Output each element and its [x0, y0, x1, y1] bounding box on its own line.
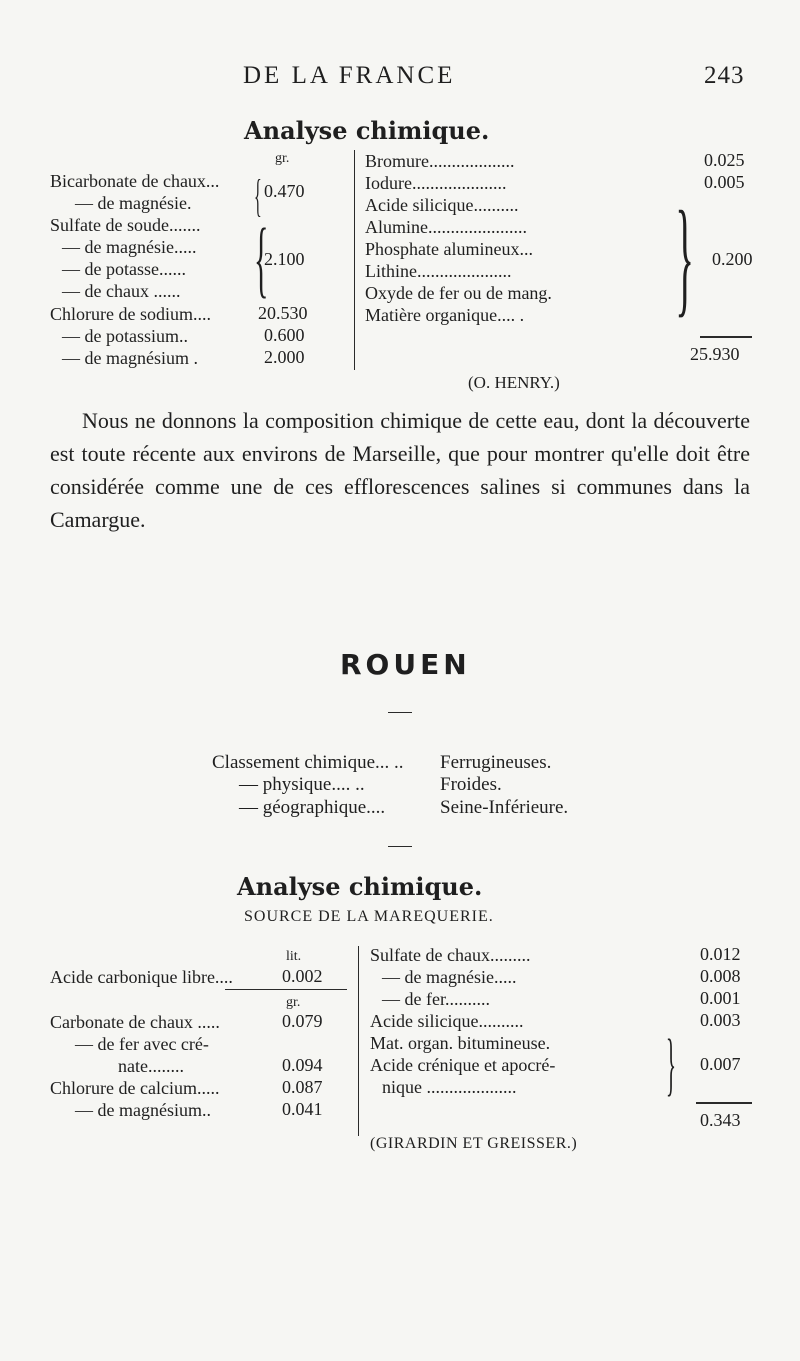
- value-total: 25.930: [690, 344, 740, 364]
- analysis-value: 0.087: [282, 1077, 323, 1097]
- analysis-row: Carbonate de chaux .....: [50, 1012, 220, 1032]
- analysis-row: Acide crénique et apocré-: [370, 1055, 556, 1075]
- value-group: 0.200: [712, 249, 753, 269]
- page-number: 243: [704, 62, 745, 89]
- brace-icon: {: [665, 1026, 676, 1103]
- analysis-row: — de fer..........: [382, 989, 490, 1009]
- analysis-row: nique ....................: [382, 1077, 517, 1097]
- value-total: 0.343: [700, 1110, 741, 1130]
- divider: [388, 712, 412, 713]
- source-name: SOURCE DE LA MAREQUERIE.: [244, 908, 494, 925]
- analysis-row: Oxyde de fer ou de mang.: [365, 283, 552, 303]
- analysis-row: — de magnésie.: [75, 193, 192, 213]
- column-divider: [354, 150, 355, 370]
- analysis-row: Chlorure de sodium....: [50, 304, 211, 324]
- value-bromure: 0.025: [704, 150, 745, 170]
- total-rule: [696, 1102, 752, 1104]
- analysis-row: — de magnésie.....: [382, 967, 517, 987]
- analysis-row: — de fer avec cré-: [75, 1034, 209, 1054]
- brace-icon: {: [254, 210, 269, 306]
- value-iodure: 0.005: [704, 172, 745, 192]
- analysis-row: Chlorure de calcium.....: [50, 1078, 220, 1098]
- body-paragraph: Nous ne donnons la composition chimique de cette eau, dont la découverte est toute récente aux environs de Marseille, que pour montrer qu'elle doit être considérée comme une de ces efflorescences salines si communes dans la Camargue.: [50, 408, 750, 532]
- classification-label: Classement chimique... ..: [212, 752, 404, 773]
- classification-value: Froides.: [440, 774, 502, 795]
- analysis-row: Bromure...................: [365, 151, 515, 171]
- analysis-row: Acide silicique..........: [370, 1011, 524, 1031]
- section-title: ROUEN: [340, 648, 471, 681]
- value-sulfates: 2.100: [264, 249, 305, 269]
- analysis-row: Bicarbonate de chaux...: [50, 171, 220, 191]
- analysis-row: Acide silicique..........: [365, 195, 519, 215]
- analysis-row: — de chaux ......: [62, 281, 181, 301]
- analysis-row: Iodure.....................: [365, 173, 507, 193]
- analysis-row: — de magnésium .: [62, 348, 198, 368]
- column-divider: [358, 946, 359, 1136]
- analysis-row: — de potassium..: [62, 326, 188, 346]
- analysis-value: 0.003: [700, 1010, 741, 1030]
- classification-value: Seine-Inférieure.: [440, 797, 569, 818]
- classification-label: — physique.... ..: [239, 774, 365, 795]
- analysis-heading: Analyse chimique.: [244, 116, 490, 145]
- classification-value: Ferrugineuses.: [440, 752, 552, 773]
- value-sodium: 20.530: [258, 303, 308, 323]
- analysis-row: Sulfate de chaux.........: [370, 945, 531, 965]
- analysis-row: — de potasse......: [62, 259, 186, 279]
- total-rule: [700, 336, 752, 338]
- brace-icon: {: [675, 185, 694, 329]
- analysis-value: 0.008: [700, 966, 741, 986]
- unit-label: gr.: [275, 151, 290, 166]
- analysis-row: nate........: [118, 1056, 184, 1076]
- analysis-row: Matière organique.... .: [365, 305, 525, 325]
- running-header: DE LA FRANCE: [243, 62, 456, 89]
- analysis-row: Lithine.....................: [365, 261, 512, 281]
- classification-label: — géographique....: [239, 797, 386, 818]
- analysis-value: 0.094: [282, 1055, 323, 1075]
- analysis-row: — de magnésie.....: [62, 237, 197, 257]
- author-credit: (GIRARDIN ET GREISSER.): [370, 1135, 578, 1152]
- value-magnesium: 2.000: [264, 347, 305, 367]
- analysis-value: 0.012: [700, 944, 741, 964]
- analysis-heading: Analyse chimique.: [237, 872, 483, 901]
- analysis-value: 0.002: [282, 966, 323, 986]
- value-potassium: 0.600: [264, 325, 305, 345]
- analysis-row: Phosphate alumineux...: [365, 239, 533, 259]
- unit-label: lit.: [286, 949, 302, 964]
- author-credit: (O. HENRY.): [468, 373, 560, 392]
- divider: [388, 846, 412, 847]
- analysis-row: Mat. organ. bitumineuse.: [370, 1033, 551, 1053]
- analysis-value: 0.041: [282, 1099, 323, 1119]
- unit-label: gr.: [286, 995, 301, 1010]
- value-bicarbonates: 0.470: [264, 181, 305, 201]
- analysis-row: — de magnésium..: [75, 1100, 211, 1120]
- analysis-row: Acide carbonique libre....: [50, 967, 233, 987]
- separator-rule: [225, 989, 347, 990]
- analysis-value: 0.001: [700, 988, 741, 1008]
- analysis-value: 0.007: [700, 1054, 741, 1074]
- brace-icon: {: [254, 170, 262, 221]
- analysis-row: Sulfate de soude.......: [50, 215, 201, 235]
- analysis-row: Alumine......................: [365, 217, 527, 237]
- analysis-value: 0.079: [282, 1011, 323, 1031]
